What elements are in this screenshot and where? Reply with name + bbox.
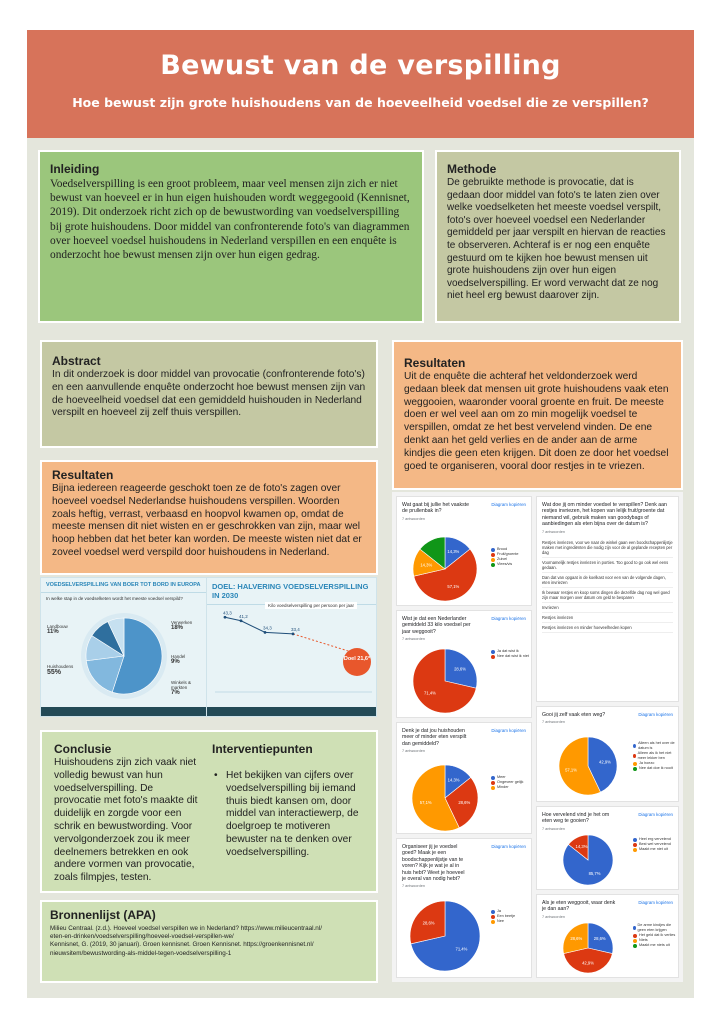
- q2-answers: 7 antwoorden: [402, 637, 426, 642]
- conclusie-section: [40, 730, 378, 893]
- infographic-right-footer: [207, 707, 377, 717]
- q1-slice-label: 57,1%: [447, 583, 460, 589]
- label-huishoudens-value: 55%: [47, 669, 62, 676]
- q4-answers: 7 antwoorden: [402, 884, 426, 889]
- q1-legend-label: Vlees/vis: [497, 562, 513, 566]
- q5-response: Restjes invriezen, voor we naar de winkel gaan een boodschappenlijstje maken met ingrediënten die nodig zijn voor de al geplande recepten per dag: [542, 538, 673, 558]
- q1-legend-label: Brood: [497, 547, 508, 551]
- q1-legend-swatch: [491, 548, 495, 552]
- q8-legend-item: [633, 923, 678, 933]
- q2-legend-item: [491, 654, 529, 659]
- q1-pie-chart: [405, 533, 485, 605]
- q8-legend-label: Niets: [639, 938, 648, 942]
- q6-legend-item: [633, 766, 678, 771]
- q1-slice-label: 14,3%: [447, 549, 460, 555]
- q3-legend: [491, 775, 523, 790]
- q7-legend-swatch: [633, 838, 637, 842]
- q6-copy-button[interactable]: Diagram kopiëren: [638, 712, 673, 717]
- q1-legend-swatch: [491, 563, 495, 567]
- q8-slice-label: 28,6%: [593, 936, 606, 942]
- conclusie-column: [54, 742, 199, 885]
- q3-legend-item: [491, 785, 523, 790]
- label-verwerken: [171, 620, 192, 631]
- infographic-right-title: DOEL: HALVERING VOEDSELVERSPILLING IN 2030: [207, 578, 377, 605]
- q1-legend-item: [491, 562, 519, 567]
- line-point-label: 34,3: [263, 625, 272, 631]
- interventie-item: • Het bekijken van cijfers over voedselverspilling bij iemand thuis biedt kansen om, door middel van interactiewerp, de doelgroep te motiveren bewuster na te denken over voedselverspilling.: [212, 770, 368, 860]
- q6-legend-swatch: [633, 754, 636, 758]
- q4-copy-button[interactable]: Diagram kopiëren: [491, 844, 526, 849]
- label-huishoudens-name: Huishoudens: [47, 664, 74, 669]
- q6-legend-swatch: [633, 767, 637, 771]
- q6-question: Gooi jij zelf vaak eten weg?: [542, 712, 606, 718]
- resultaten-section-2: [392, 340, 683, 490]
- q8-answers: 7 antwoorden: [542, 914, 566, 919]
- interventie-title: Interventiepunten: [212, 742, 313, 756]
- bronnen-section: [40, 900, 378, 983]
- q4-legend-swatch: [491, 915, 495, 919]
- q6-legend-swatch: [633, 762, 637, 766]
- q2-legend-label: Ja dat wist ik: [497, 649, 519, 653]
- q7-legend-swatch: [633, 848, 637, 852]
- resultaten-body-2: Uit de enquête die achteraf het veldonderzoek werd gedaan bleek dat mensen uit grote huishoudens vaak eten weggooien, waaronder vooral groente en fruit. De meeste doen er wel veel aan om zo min mogelijk voedsel te verspillen, omdat ze het best vervelend vinden. De ene denkt aan het geld verlies en de ander aan de arme kindjes die geen eten krijgen. Dit doen ze door het voedsel goed te organiseren, vooral door restjes in te vriezen.: [404, 371, 669, 472]
- q8-legend-swatch: [633, 939, 637, 943]
- q3-legend-label: Meer: [497, 775, 506, 779]
- label-handel-value: 9%: [171, 659, 180, 665]
- q6-legend-label: Alleen als het over de datum is: [638, 741, 675, 750]
- q7-answers: 7 antwoorden: [542, 826, 566, 831]
- q6-pie-chart: [549, 733, 627, 799]
- q6-slice-label: 42,9%: [599, 759, 611, 765]
- q3-legend-label: Ongeveer gelijk: [497, 780, 524, 784]
- q7-legend-label: Best wel vervelend: [639, 842, 671, 846]
- q8-legend-swatch: [633, 934, 637, 938]
- q4-legend-label: Een beetje: [497, 914, 516, 918]
- q3-legend-label: Minder: [497, 785, 509, 789]
- q4-legend-swatch: [491, 920, 495, 924]
- interventie-column: [212, 742, 368, 860]
- label-verwerken-value: 18%: [171, 625, 184, 631]
- q1-legend-swatch: [491, 553, 495, 557]
- q7-legend-label: Heel erg vervelend: [639, 837, 671, 841]
- label-winkels-name: Winkels & markten: [171, 680, 192, 690]
- q6-legend-label: Alleen als ik het niet meer lekker ben: [637, 751, 672, 760]
- bron-1b[interactable]: eten-en-drinken/voedselverspilling/hoeveel-voedsel-verspillen-we/: [50, 933, 234, 941]
- q6-legend: [633, 741, 678, 771]
- inleiding-body: Voedselverspilling is een groot probleem, maar veel mensen zijn zich er niet bewust van hoeveel er in hun eigen huishouden wordt weggegooid (Kennisnet, 2019). Dit onderzoek richt zich op de bewustwording van voedselverspilling bij grote huishoudens. Door middel van confronterende foto's van diagrammen over hoeveel voedsel huishoudens in Nederland verspillen en een enquête is onderzocht hoe bewust mensen zijn over hun eigen gedrag.: [50, 178, 410, 262]
- poster-subtitle: Hoe bewust zijn grote huishoudens van de hoeveelheid voedsel die ze verspillen?: [72, 95, 649, 110]
- abstract-section: [40, 340, 378, 448]
- q2-legend: [491, 649, 529, 659]
- q7-legend-label: Maakt me niet uit: [639, 847, 668, 851]
- infographic-left-subtitle: In welke stap in de voedselketen wordt het meeste voedsel verspild?: [46, 596, 183, 601]
- q3-question: Denk je dat jou huishouden meer of minder eten verspilt dan gemiddeld?: [402, 728, 467, 747]
- q4-legend-label: Ja: [497, 909, 502, 913]
- q1-legend-label: Fruit/groente: [497, 552, 519, 556]
- q8-slice-label: 42,9%: [582, 960, 594, 966]
- poster-header: [27, 30, 694, 138]
- conclusie-title: Conclusie: [54, 742, 112, 756]
- measured-series-line: [225, 617, 293, 634]
- q8-legend-item: [633, 943, 678, 948]
- infographic-panel: [40, 577, 377, 717]
- q1-answers: 7 antwoorden: [402, 516, 426, 521]
- q5-responses-list: [542, 538, 673, 633]
- label-handel-name: Handel: [171, 654, 186, 659]
- q1-legend: [491, 547, 519, 567]
- q5-response: Ik bewaar restjes en koop soms dingen die dezelfde dag nog wel goed zijn maar morgen over datum om geld te besparen: [542, 588, 673, 603]
- q5-response: Restjes invriezen en minder hoeveelheden kopen: [542, 623, 673, 633]
- resultaten-title-1: Resultaten: [52, 468, 114, 482]
- q3-slice-label: 28,6%: [458, 799, 471, 805]
- resultaten-section-1: [40, 460, 378, 575]
- q7-question: Hoe vervelend vind je het om eten weg te gooien?: [542, 812, 610, 825]
- abstract-body: In dit onderzoek is door middel van provocatie (confronterende foto's) en een aanvullende enquête onderzocht hoe bewust mensen zijn van de hoeveelheid voedsel dat een gemiddeld huishouden in Nederland verspilt en hoeveel zij zelf thuis verspillen.: [52, 369, 366, 419]
- q8-slice-label: 28,6%: [570, 936, 583, 942]
- q8-question: Als je eten weggooit, waar denk je dan aan?: [542, 900, 616, 913]
- survey-card-q1: [396, 496, 532, 606]
- label-huishoudens: [47, 664, 73, 676]
- q2-pie-chart: [405, 645, 485, 717]
- bron-1a[interactable]: Milieu Centraal. (z.d.). Hoeveel voedsel verspillen we in Nederland? https://www.milieucentraal.nl/: [50, 925, 322, 932]
- line-point-label: 41,2: [239, 613, 248, 619]
- q7-copy-button[interactable]: Diagram kopiëren: [638, 812, 673, 817]
- q4-legend-swatch: [491, 910, 495, 914]
- q8-legend-label: Maakt me niets uit: [639, 943, 670, 947]
- q6-answers: 7 antwoorden: [542, 720, 566, 725]
- line-point: [264, 631, 267, 634]
- label-verwerken-name: Verwerken: [171, 620, 193, 625]
- q5-response: Dan dat van opgaat in de koelkast voor een van de volgende dagen, eten invriezen: [542, 573, 673, 588]
- line-point: [224, 616, 227, 619]
- q7-pie-chart: [549, 831, 627, 889]
- infographic-right-legend: Kilo voedselverspilling per persoon per jaar: [265, 602, 357, 609]
- q4-legend: [491, 909, 515, 924]
- q3-legend-swatch: [491, 776, 495, 780]
- survey-card-q5: [536, 496, 679, 702]
- q3-legend-swatch: [491, 781, 495, 785]
- q6-slice-label: 57,1%: [565, 767, 577, 773]
- q4-slice-label: 71,4%: [455, 946, 468, 952]
- line-point: [240, 619, 243, 622]
- infographic-left: [41, 578, 207, 717]
- survey-collage: [392, 492, 683, 982]
- label-handel: [171, 654, 185, 665]
- q3-copy-button[interactable]: Diagram kopiëren: [491, 728, 526, 733]
- q5-response: Voornamelijk restjes invriezen in porties. Too good to go ook wel eens gedaan.: [542, 558, 673, 573]
- q1-copy-button[interactable]: Diagram kopiëren: [491, 502, 526, 507]
- q3-pie-chart: [405, 761, 485, 834]
- q1-legend-swatch: [491, 558, 495, 562]
- methode-title: Methode: [447, 162, 497, 176]
- abstract-title: Abstract: [52, 354, 101, 368]
- q6-legend-swatch: [633, 744, 636, 748]
- line-point-label: 43,3: [223, 610, 232, 616]
- q7-legend-item: [633, 847, 671, 852]
- bron-2a[interactable]: Kennisnet, G. (2019, 30 januari). Groen kennisnet. Groen Kennisnet. https://groenkennisnet.nl/: [50, 941, 314, 949]
- resultaten-title-2: Resultaten: [404, 356, 466, 370]
- q1-slice-label: 14,3%: [420, 562, 433, 568]
- q2-legend-label: Nee dat wist ik niet: [497, 654, 529, 658]
- q4-pie-chart: [405, 897, 485, 975]
- q8-legend-label: De arme kindjes die geen eten krijgen: [637, 923, 672, 932]
- q7-slice-label: 14,3%: [575, 843, 588, 849]
- q1-legend-label: Zuivel: [497, 557, 508, 561]
- survey-card-q2: [396, 610, 532, 718]
- survey-card-q6: [536, 706, 679, 802]
- q5-question: Wat doe jij om minder voedsel te verspillen? Denk aan restjes invriezen, het kopen van lelijk fruit/groente dat niemand wil, gebruik maken van goodybags of aanbiedingen als eten bijna over de datum is?: [542, 502, 667, 528]
- q4-legend-item: [491, 919, 515, 924]
- q5-response: Restjes invriezen: [542, 613, 673, 623]
- inleiding-title: Inleiding: [50, 162, 100, 176]
- methode-section: [435, 150, 681, 323]
- q3-slice-label: 57,1%: [419, 799, 432, 805]
- q4-question: Organiseer jij je voedsel goed? Maak je een boodschappenlijstje van te voren? Kijk je wat je al in huis hebt? Weet je hoeveel je overal van nodig hebt?: [402, 844, 465, 883]
- bronnen-title: Bronnenlijst (APA): [50, 908, 156, 922]
- inleiding-section: [38, 150, 424, 323]
- q5-answers: 7 antwoorden: [542, 529, 566, 534]
- q8-legend-label: Het geld dat ik verlies: [639, 933, 676, 937]
- q3-legend-swatch: [491, 786, 495, 790]
- q2-legend-swatch: [491, 650, 495, 654]
- q8-legend-swatch: [633, 944, 637, 948]
- infographic-left-title: VOEDSELVERSPILLING VAN BOER TOT BORD IN EUROPA: [41, 578, 206, 593]
- q8-copy-button[interactable]: Diagram kopiëren: [638, 900, 673, 905]
- q4-slice-label: 28,6%: [422, 920, 435, 926]
- resultaten-body-1: Bijna iedereen reageerde geschokt toen ze de foto's zagen over hoeveel voedsel Nederlandse huishoudens verspillen. Woorden zoals heftig, verrast, verbaasd en hoopvol kwamen op, omdat de meeste mensen dit niet wisten en er geschrokken van zijn, maar wel hoop hebben dat het beter kan worden. De meeste wisten niet dat er zoveel voedsel werd verspild door huishoudens in Nederland.: [52, 483, 362, 558]
- line-point: [292, 632, 295, 635]
- conclusie-body: Huishoudens zijn zich vaak niet volledig bewust van hun voedselverspilling. De provocatie met foto's maakte dit duidelijk en zorgde voor een schrik en bewustwording. Voor vervolgonderzoek zou ik meer deelnemers betrekken en ook andere vormen van provocatie, zoals filmpjes, testen.: [54, 757, 198, 884]
- label-landbouw-name: Landbouw: [47, 624, 68, 629]
- survey-card-q3: [396, 722, 532, 834]
- line-point-label: 33,4: [291, 626, 300, 632]
- bron-2b[interactable]: nieuwsitem/bewustwording-als-middel-tegen-voedselverspilling-1: [50, 949, 232, 957]
- q6-legend-item: [633, 751, 678, 761]
- q2-legend-swatch: [491, 655, 495, 659]
- survey-card-q8: [536, 894, 679, 978]
- q2-question: Wist je dat een Nederlander gemiddeld 33 kilo voedsel per jaar weggooit?: [402, 616, 471, 635]
- q6-legend-label: Nee dat doe ik nooit: [639, 766, 673, 770]
- label-landbouw: [47, 624, 68, 635]
- q5-response: Invriezen: [542, 603, 673, 613]
- q8-legend-swatch: [633, 926, 636, 930]
- q3-slice-label: 14,3%: [447, 777, 460, 783]
- methode-body: De gebruikte methode is provocatie, dat is gedaan door middel van foto's te laten zien over welke voedselketen het meeste voedsel verspilt, foto's over hoeveel voedsel een Nederlander gemiddeld per jaar verspilt en hiervan de reacties te observeren. Achteraf is er nog een enquête gestuurd om te kijken hoe bewust mensen uit grote huishoudens zijn over hun eigen voedselverspilling. Er word verwacht dat ze nog niet heel erg bewust daarover zijn.: [447, 177, 666, 302]
- label-winkels-value: 7%: [171, 690, 180, 696]
- infographic-left-footer: [41, 707, 206, 717]
- q7-legend: [633, 837, 671, 852]
- bronnen-list: [50, 925, 368, 958]
- doel-badge: Doel 21,6*: [343, 648, 371, 676]
- q4-legend-label: Nee: [497, 919, 504, 923]
- survey-card-q4: [396, 838, 532, 978]
- q7-slice-label: 85,7%: [588, 871, 601, 877]
- q2-slice-label: 28,6%: [454, 666, 466, 672]
- q8-legend: [633, 923, 678, 948]
- infographic-right: [207, 578, 377, 717]
- q7-legend-swatch: [633, 843, 637, 847]
- label-winkels: [171, 680, 206, 696]
- survey-card-q7: [536, 806, 679, 890]
- q2-copy-button[interactable]: Diagram kopiëren: [491, 616, 526, 621]
- poster-title: Bewust van de verspilling: [160, 50, 561, 81]
- q1-question: Wat gaat bij jullie het vaakste de prullenbak in?: [402, 502, 469, 515]
- q6-legend-item: [633, 741, 678, 751]
- q6-legend-label: Ja hoezo: [639, 761, 655, 765]
- q3-answers: 7 antwoorden: [402, 749, 426, 754]
- label-landbouw-value: 11%: [47, 629, 59, 635]
- q2-slice-label: 71,4%: [424, 690, 436, 696]
- q8-pie-chart: [549, 919, 627, 977]
